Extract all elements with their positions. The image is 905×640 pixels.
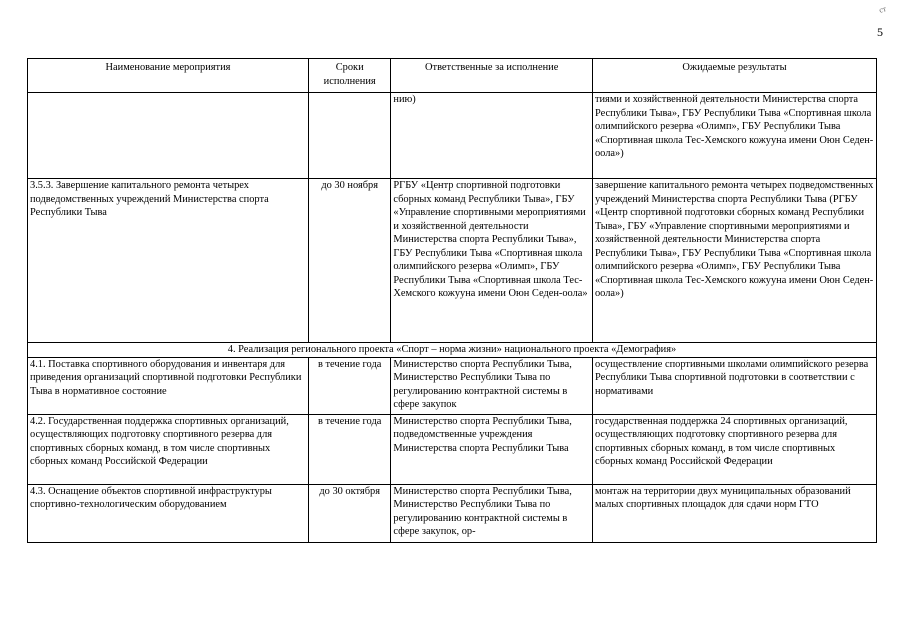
cell-name: 4.3. Оснащение объектов спортивной инфраструктуры спортивно-технологическим оборудованием (28, 484, 309, 542)
cell-name: 4.1. Поставка спортивного оборудования и инвентаря для приведения организаций спортивной подготовки Республики Тыва в нормативное состояние (28, 357, 309, 414)
header-responsible: Ответственные за исполнение (391, 59, 593, 93)
header-name: Наименование мероприятия (28, 59, 309, 93)
table-row-3-5-3 (28, 179, 877, 343)
cell-responsible: РГБУ «Центр спортивной подготовки сборных команд Республики Тыва», ГБУ «Управление спортивными мероприятиями и хозяйственной деятельности Министерства спорта Республики Тыва», ГБУ Республики Тыва «Спортивная школа олимпийского резерва «Олимп», ГБУ Республики Тыва «Спортивная школа Тес-Хемского кожууна имени Оюн Седен-оола» (391, 179, 593, 343)
cell-results: осуществление спортивными школами олимпийского резерва Республики Тыва спортивной подготовки в соответствии с нормативами (592, 357, 876, 414)
cell-term: в течение года (308, 357, 390, 414)
table-row-4-1 (28, 357, 877, 414)
header-term: Сроки исполнения (308, 59, 390, 93)
cell-name: 3.5.3. Завершение капитального ремонта четырех подведомственных учреждений Министерства спорта Республики Тыва (28, 179, 309, 343)
section-heading-row (28, 343, 877, 358)
cell-results: монтаж на территории двух муниципальных образований малых спортивных площадок для сдачи норм ГТО (592, 484, 876, 542)
cell-responsible: Министерство спорта Республики Тыва, Министерство Республики Тыва по регулированию контрактной системы в сфере закупок (391, 357, 593, 414)
cell-term: в течение года (308, 414, 390, 484)
cell-term: до 30 ноября (308, 179, 390, 343)
cell-responsible: нию) (391, 93, 593, 179)
cell-name (28, 93, 309, 179)
cell-responsible: Министерство спорта Республики Тыва, подведомственные учреждения Министерства спорта Республики Тыва (391, 414, 593, 484)
table-row-4-2 (28, 414, 877, 484)
measures-table (27, 58, 877, 543)
cell-results: тиями и хозяйственной деятельности Министерства спорта Республики Тыва», ГБУ Республики Тыва «Спортивная школа олимпийского резерва «Олимп», ГБУ Республики Тыва «Спортивная школа Тес-Хемского кожууна имени Оюн Седен-оола») (592, 93, 876, 179)
header-results: Ожидаемые результаты (592, 59, 876, 93)
cell-responsible: Министерство спорта Республики Тыва, Министерство Республики Тыва по регулированию контрактной системы в сфере закупок, ор- (391, 484, 593, 542)
cell-term: до 30 октября (308, 484, 390, 542)
table-row-4-3 (28, 484, 877, 542)
corner-handwritten-mark: ст (877, 4, 888, 15)
table-row-continued (28, 93, 877, 179)
page-number: 5 (877, 25, 883, 39)
cell-results: завершение капитального ремонта четырех подведомственных учреждений Министерства спорта Республики Тыва (РГБУ «Центр спортивной подготовки сборных команд Республики Тыва», ГБУ «Управление спортивными мероприятиями и хозяйственной деятельности Министерства спорта Республики Тыва», ГБУ Республики Тыва «Спортивная школа олимпийского резерва «Олимп», ГБУ Республики Тыва «Спортивная школа Тес-Хемского кожууна имени Оюн Седен-оола») (592, 179, 876, 343)
section-4-title: 4. Реализация регионального проекта «Спорт – норма жизни» национального проекта «Демография» (28, 343, 877, 358)
cell-results: государственная поддержка 24 спортивных организаций, осуществляющих подготовку спортивного резерва для спортивных сборных команд, в том числе спортивных сборных команд Российской Федерации (592, 414, 876, 484)
table-header-row (28, 59, 877, 93)
cell-term (308, 93, 390, 179)
cell-name: 4.2. Государственная поддержка спортивных организаций, осуществляющих подготовку спортивного резерва для спортивных сборных команд, в том числе спортивных сборных команд Российской Федерации (28, 414, 309, 484)
